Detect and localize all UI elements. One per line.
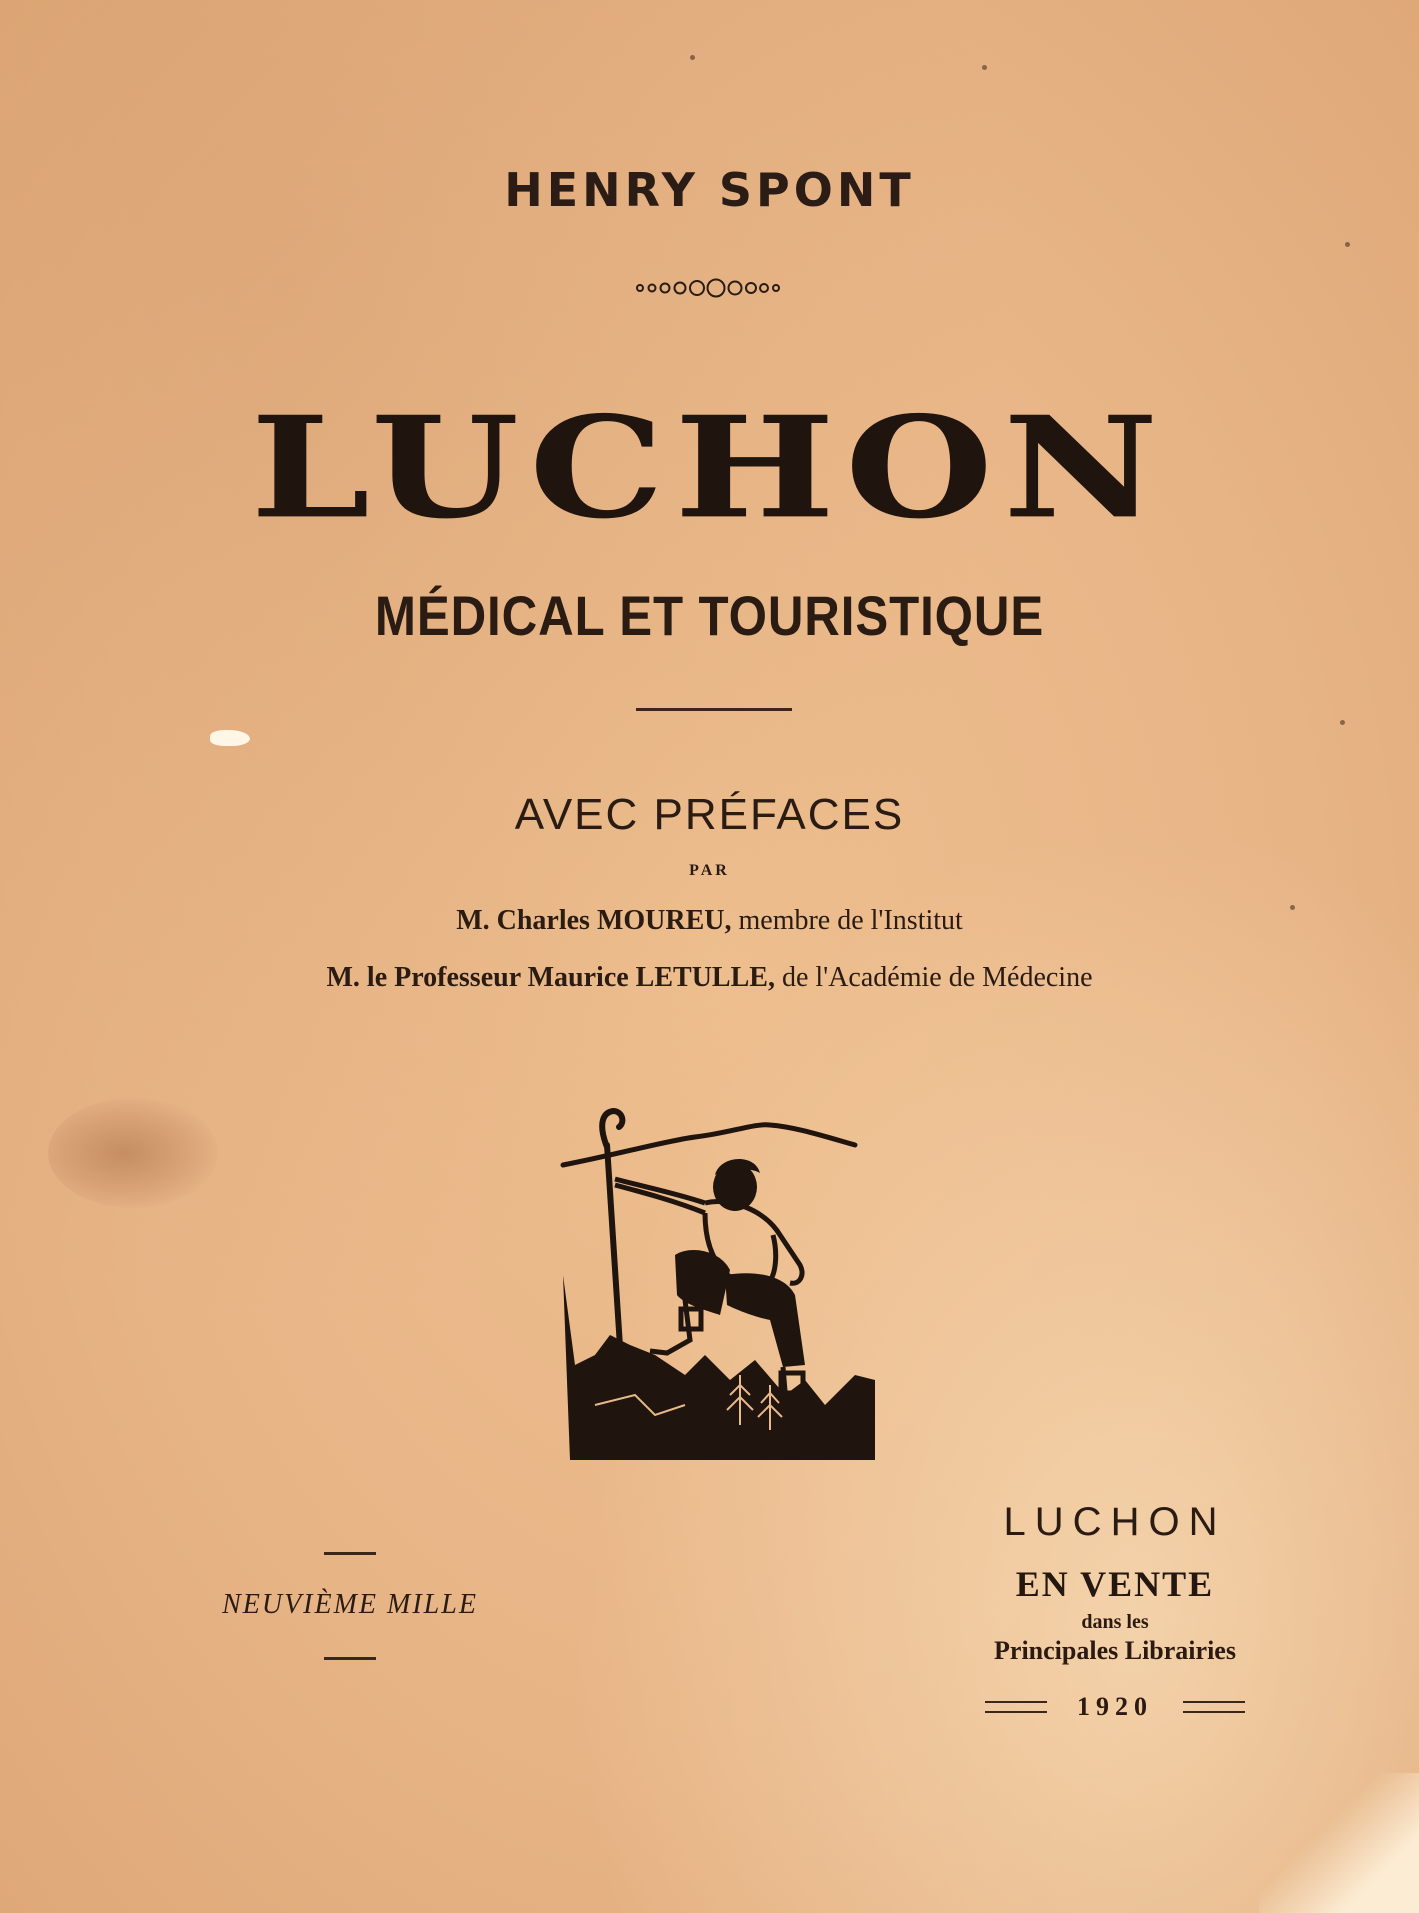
preface-author-line — [0, 905, 1419, 937]
paper-stain — [48, 1098, 218, 1208]
edition-block — [190, 1552, 510, 1660]
preface-author-line — [0, 962, 1419, 994]
edition-label: NEUVIÈME MILLE — [222, 1589, 478, 1620]
paper-chip — [210, 730, 250, 746]
edition-dash-top — [324, 1552, 376, 1555]
sale-where: Principales Librairies — [994, 1636, 1236, 1665]
sale-heading: EN VENTE — [1015, 1564, 1215, 1604]
preface-author-name: M. le Professeur Maurice LETULLE, — [326, 962, 775, 993]
author-name: HENRY SPONT — [504, 163, 915, 217]
speck — [1345, 242, 1350, 247]
sale-city: LUCHON — [1003, 1500, 1227, 1544]
divider-rule — [636, 708, 792, 711]
year-row — [970, 1692, 1260, 1722]
sale-block — [970, 1500, 1260, 1722]
speck — [982, 65, 987, 70]
ornament-circles-icon — [0, 276, 1419, 304]
hiker-with-staff-icon — [555, 1105, 885, 1469]
publication-year: 1920 — [1077, 1692, 1153, 1721]
sale-small-text: dans les — [1081, 1611, 1149, 1633]
preface-author-role: membre de l'Institut — [731, 905, 963, 936]
preface-author-role: de l'Académie de Médecine — [774, 962, 1093, 993]
book-subtitle: MÉDICAL ET TOURISTIQUE — [374, 584, 1045, 647]
year-deco-left — [985, 1701, 1047, 1713]
book-title: LUCHON — [250, 386, 1169, 550]
prefaces-par: PAR — [689, 862, 730, 879]
prefaces-heading: AVEC PRÉFACES — [514, 790, 905, 839]
speck — [1340, 720, 1345, 725]
speck — [690, 55, 695, 60]
year-deco-right — [1183, 1701, 1245, 1713]
preface-author-name: M. Charles MOUREU, — [456, 905, 732, 936]
corner-wear — [1259, 1773, 1419, 1913]
edition-dash-bottom — [324, 1657, 376, 1660]
